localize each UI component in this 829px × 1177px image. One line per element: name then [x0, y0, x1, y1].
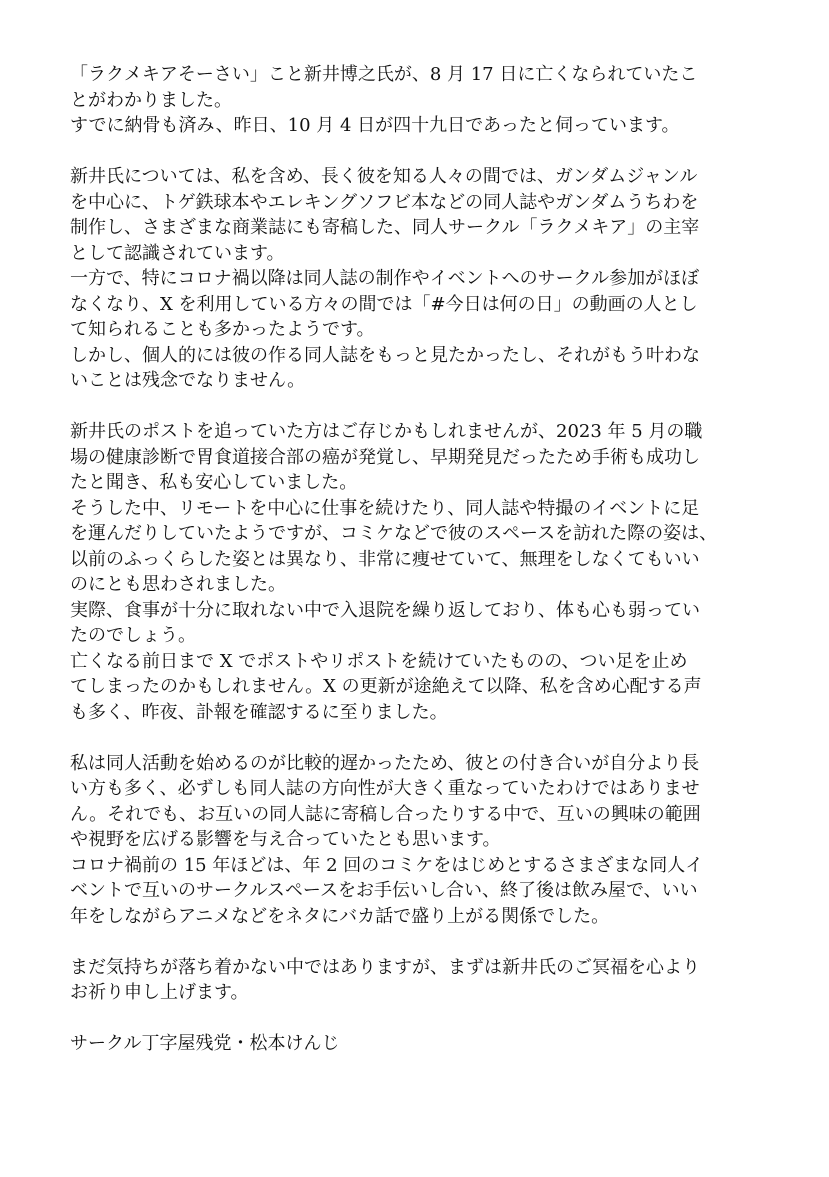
- text-line: て知られることも多かったようです。: [70, 319, 375, 340]
- text-line: 私は同人活動を始めるのが比較的遅かったため、彼との付き合いが自分より長: [70, 752, 700, 774]
- text-line: を運んだりしていたようですが、コミケなどで彼のスペースを訪れた際の姿は、: [70, 523, 718, 544]
- text-line: ベントで互いのサークルスペースをお手伝いし合い、終了後は飲み屋で、いい: [70, 880, 698, 901]
- text-line: てしまったのかもしれません。X の更新が途絶えて以降、私を含め心配する声: [70, 676, 702, 697]
- text-line: 制作し、さまざまな商業誌にも寄稿した、同人サークル「ラクメキア」の主宰: [70, 217, 700, 238]
- text-line: のにとも思わされました。: [70, 574, 286, 595]
- signature: [70, 1031, 770, 1057]
- text-line: も多く、昨夜、訃報を確認するに至りました。: [70, 701, 448, 723]
- text-line: 新井氏のポストを追っていた方はご存じかもしれませんが、2023 年 5 月の職: [70, 421, 703, 442]
- text-line: 実際、食事が十分に取れない中で入退院を繰り返しており、体も心も弱ってい: [70, 599, 700, 621]
- text-line: しかし、個人的には彼の作る同人誌をもっと見たかったし、それがもう叶わな: [70, 344, 700, 366]
- text-line: として認識されています。: [70, 242, 285, 264]
- text-line: いことは残念でなりません。: [70, 370, 306, 391]
- text-line: たと聞き、私も安心していました。: [70, 472, 358, 493]
- text-line: 「ラクメキアそーさい」こと新井博之氏が、8 月 17 日に亡くなられていたこ: [70, 64, 698, 85]
- text-line: たのでしょう。: [70, 625, 196, 646]
- text-line: 亡くなる前日まで X でポストやリポストを続けていたものの、つい足を止め: [70, 650, 688, 672]
- text-line: お祈り申し上げます。: [70, 982, 249, 1003]
- text-line: コロナ禍前の 15 年ほどは、年 2 回のコミケをはじめとするさまざまな同人イ: [70, 854, 704, 876]
- paragraph-1: [70, 62, 770, 139]
- text-line: そうした中、リモートを中心に仕事を続けたり、同人誌や特撮のイベントに足: [70, 497, 700, 519]
- paragraph-2: [70, 164, 770, 394]
- signature-text: サークル丁字屋残党・松本けんじ: [70, 1033, 340, 1054]
- text-line: い方も多く、必ずしも同人誌の方向性が大きく重なっていたわけではありませ: [70, 778, 700, 799]
- paragraph-3: [70, 419, 770, 725]
- paragraph-4: [70, 751, 770, 930]
- text-line: 新井氏については、私を含め、長く彼を知る人々の間では、ガンダムジャンル: [70, 166, 698, 187]
- document-body: [70, 62, 770, 1082]
- text-line: を中心に、トゲ鉄球本やエレキングソフビ本などの同人誌やガンダムうちわを: [70, 191, 699, 213]
- text-line: 場の健康診断で胃食道接合部の癌が発覚し、早期発見だったため手術も成功し: [70, 446, 700, 468]
- text-line: まだ気持ちが落ち着かない中ではありますが、まずは新井氏のご冥福を心より: [70, 956, 700, 978]
- text-line: や視野を広げる影響を与え合っていたとも思います。: [70, 829, 501, 850]
- text-line: ん。それでも、お互いの同人誌に寄稿し合ったりする中で、互いの興味の範囲: [70, 803, 701, 825]
- text-line: 年をしながらアニメなどをネタにバカ話で盛り上がる関係でした。: [70, 905, 610, 927]
- paragraph-5: [70, 955, 770, 1006]
- text-line: 一方で、特にコロナ禍以降は同人誌の制作やイベントへのサークル参加がほぼ: [70, 268, 700, 289]
- text-line: すでに納骨も済み、昨日、10 月 4 日が四十九日であったと伺っています。: [70, 115, 680, 136]
- text-line: 以前のふっくらした姿とは異なり、非常に痩せていて、無理をしなくてもいい: [70, 548, 700, 570]
- text-line: とがわかりました。: [70, 89, 232, 111]
- text-line: なくなり、X を利用している方々の間では「#今日は何の日」の動画の人とし: [70, 293, 698, 315]
